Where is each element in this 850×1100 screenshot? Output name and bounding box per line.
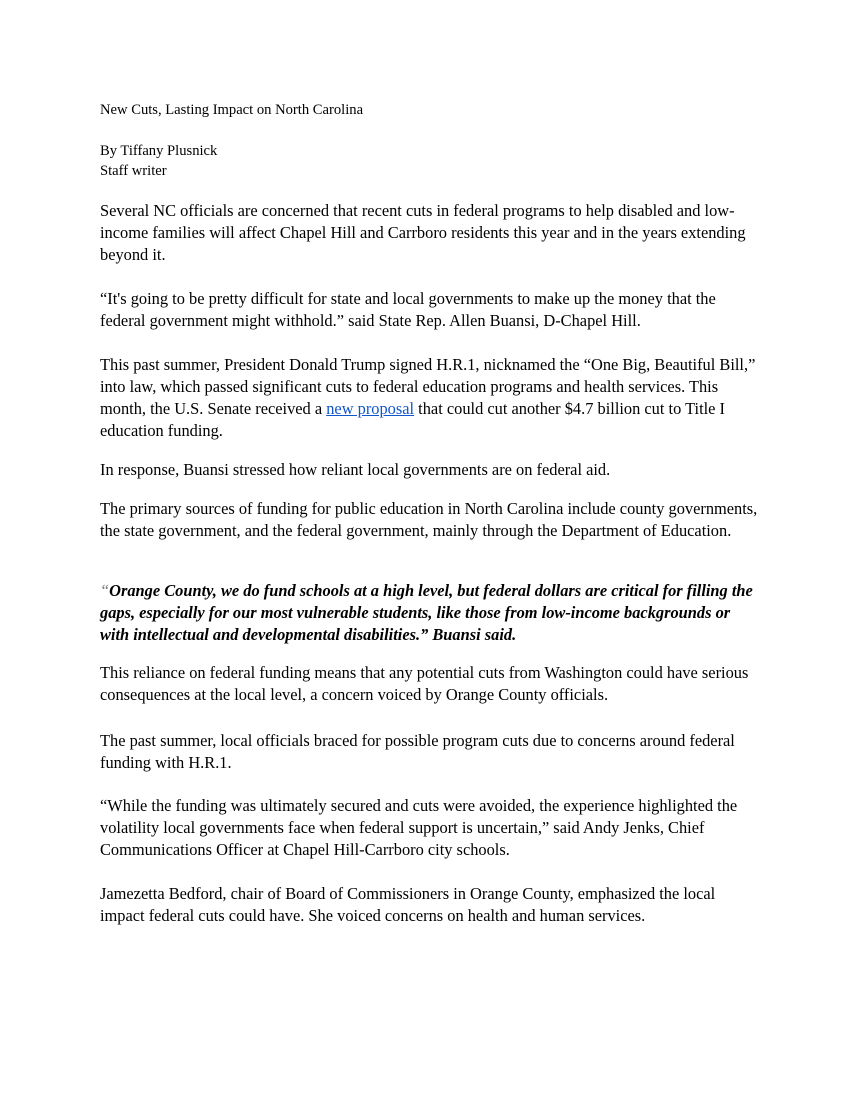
paragraph-orange-county-quote	[100, 580, 760, 646]
paragraph-hr1	[100, 354, 760, 442]
paragraph-past-summer: The past summer, local officials braced for possible program cuts due to concerns around federal funding with H.R.1.	[100, 731, 735, 772]
article-title: New Cuts, Lasting Impact on North Carolina	[100, 102, 364, 118]
new-proposal-link[interactable]: new proposal	[326, 399, 415, 418]
author-name: By Tiffany Plusnick	[100, 143, 218, 159]
orange-county-quote-text: Orange County, we do fund schools at a high level, but federal dollars are critical for filling the gaps, especially for our most vulnerable students, like those from low-income backgrounds or with intellectual and developmental disabilities.” Buansi said.	[100, 581, 753, 644]
byline-block	[100, 141, 217, 181]
paragraph-reliance: This reliance on federal funding means that any potential cuts from Washington could have serious consequences at the local level, a concern voiced by Orange County officials.	[100, 663, 749, 704]
paragraph-response: In response, Buansi stressed how reliant local governments are on federal aid.	[100, 460, 611, 479]
paragraph-bedford: Jamezetta Bedford, chair of Board of Commissioners in Orange County, emphasized the local impact federal cuts could have. She voiced concerns on health and human services.	[100, 884, 716, 925]
open-quote-mark: “	[100, 581, 110, 600]
paragraph-funding-sources: The primary sources of funding for public education in North Carolina include county governments, the state government, and the federal government, mainly through the Department of Education.	[100, 499, 758, 540]
paragraph-hr1-text-after: that could cut another $4.7 billion cut to Title I education funding.	[100, 399, 726, 440]
paragraph-buansi-quote: “It's going to be pretty difficult for state and local governments to make up the money that the federal government might withhold.” said State Rep. Allen Buansi, D-Chapel Hill.	[100, 289, 716, 330]
paragraph-intro: Several NC officials are concerned that recent cuts in federal programs to help disabled and low-income families will affect Chapel Hill and Carrboro residents this year and in the years extending beyond it.	[100, 201, 746, 264]
author-role: Staff writer	[100, 163, 167, 179]
paragraph-jenks-quote: “While the funding was ultimately secured and cuts were avoided, the experience highlighted the volatility local governments face when federal support is uncertain,” said Andy Jenks, Chief Communications Officer at Chapel Hill-Carrboro city schools.	[100, 796, 738, 859]
paragraph-hr1-text-before: This past summer, President Donald Trump signed H.R.1, nicknamed the “One Big, Beautiful Bill,” into law, which passed significant cuts to federal education programs and health services. This month, the U.S. Senate received a	[100, 355, 756, 418]
